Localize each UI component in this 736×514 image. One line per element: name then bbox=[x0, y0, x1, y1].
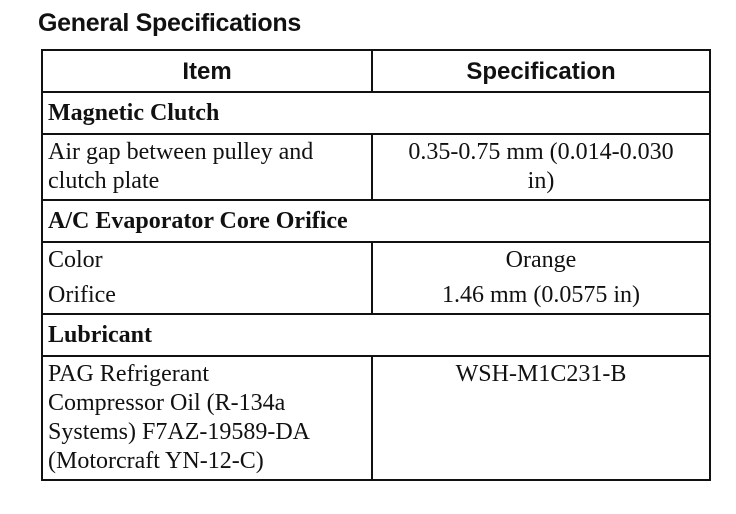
item-text-line: (Motorcraft YN-12-C) bbox=[48, 448, 264, 474]
item-cell bbox=[42, 134, 372, 200]
item-text-line: Air gap between pulley and bbox=[48, 139, 314, 165]
item-text-line: Color bbox=[48, 247, 103, 273]
spec-text-line: 0.35-0.75 mm (0.014-0.030 bbox=[408, 139, 674, 165]
table-row bbox=[42, 134, 710, 200]
spec-cell bbox=[372, 134, 710, 200]
item-text-line: Orifice bbox=[48, 282, 116, 308]
spec-text-line: in) bbox=[527, 168, 555, 194]
item-cell bbox=[42, 242, 372, 314]
item-text-line: clutch plate bbox=[48, 168, 160, 194]
item-text-line: Compressor Oil (R-134a bbox=[48, 390, 286, 416]
section-title: Lubricant bbox=[42, 314, 710, 356]
spec-text-line: 1.46 mm (0.0575 in) bbox=[442, 282, 640, 308]
spec-text-line: WSH-M1C231-B bbox=[455, 361, 627, 387]
section-row-magnetic-clutch bbox=[42, 92, 710, 134]
page-title: General Specifications bbox=[38, 9, 301, 37]
column-header-item: Item bbox=[42, 50, 372, 92]
section-row-lubricant bbox=[42, 314, 710, 356]
item-text-line: Systems) F7AZ-19589-DA bbox=[48, 419, 310, 445]
item-cell bbox=[42, 356, 372, 480]
spec-cell bbox=[372, 356, 710, 480]
column-header-specification: Specification bbox=[372, 50, 710, 92]
item-text-line: PAG Refrigerant bbox=[48, 361, 210, 387]
table-header-row bbox=[42, 50, 710, 92]
specifications-table bbox=[41, 49, 711, 481]
spec-cell bbox=[372, 242, 710, 314]
spec-text-line: Orange bbox=[505, 247, 577, 273]
section-title: A/C Evaporator Core Orifice bbox=[42, 200, 710, 242]
section-title: Magnetic Clutch bbox=[42, 92, 710, 134]
section-row-evaporator-orifice bbox=[42, 200, 710, 242]
table-row bbox=[42, 242, 710, 314]
table-row bbox=[42, 356, 710, 480]
